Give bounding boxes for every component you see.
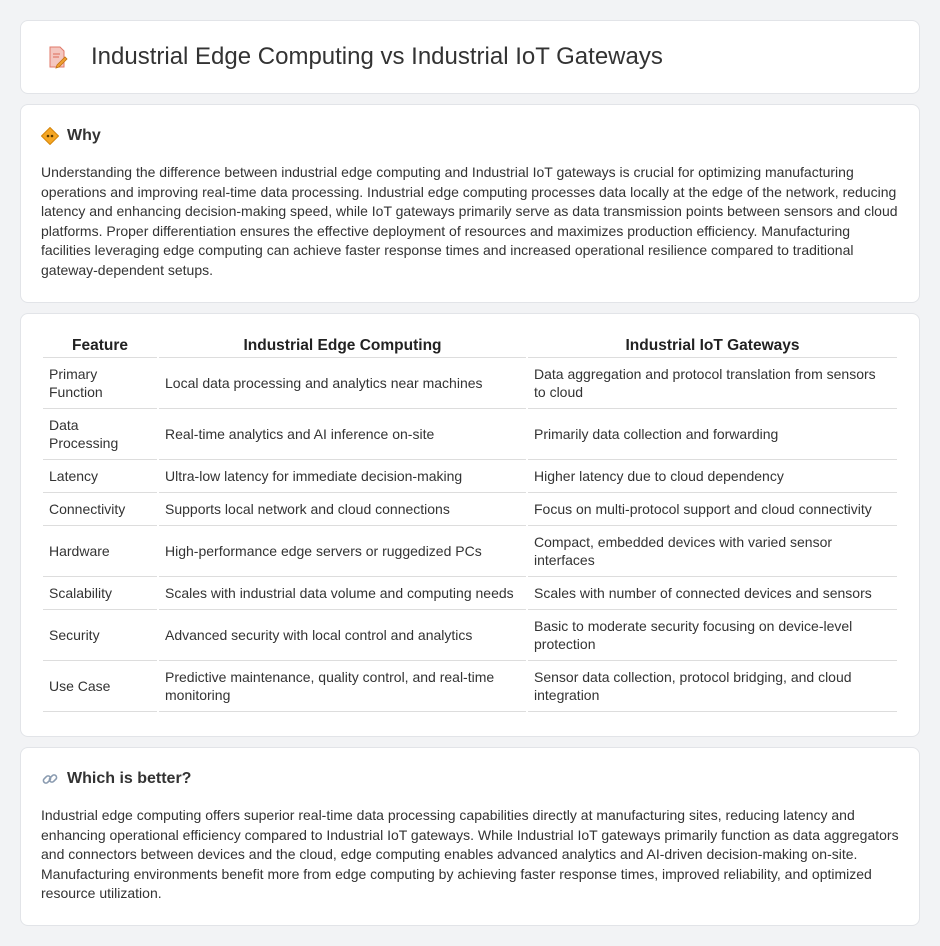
gateway-cell: Scales with number of connected devices and sensors xyxy=(528,577,897,610)
feature-cell: Connectivity xyxy=(43,493,157,526)
feature-cell: Scalability xyxy=(43,577,157,610)
gateway-cell: Basic to moderate security focusing on device-level protection xyxy=(528,610,897,661)
edge-cell: Predictive maintenance, quality control, and real-time monitoring xyxy=(159,661,526,712)
feature-cell: Hardware xyxy=(43,526,157,577)
gateway-cell: Data aggregation and protocol translation from sensors to cloud xyxy=(528,358,897,409)
document-pencil-icon xyxy=(45,45,69,69)
better-title: Which is better? xyxy=(67,770,192,787)
gateway-cell: Focus on multi-protocol support and cloud connectivity xyxy=(528,493,897,526)
feature-cell: Security xyxy=(43,610,157,661)
feature-cell: Primary Function xyxy=(43,358,157,409)
gateway-cell: Compact, embedded devices with varied sensor interfaces xyxy=(528,526,897,577)
better-section xyxy=(20,747,920,926)
feature-cell: Latency xyxy=(43,460,157,493)
table-row xyxy=(43,358,897,409)
table-row xyxy=(43,526,897,577)
edge-cell: Ultra-low latency for immediate decision-making xyxy=(159,460,526,493)
gateway-cell: Primarily data collection and forwarding xyxy=(528,409,897,460)
table-row xyxy=(43,493,897,526)
title-card xyxy=(20,20,920,94)
edge-cell: High-performance edge servers or ruggedized PCs xyxy=(159,526,526,577)
edge-cell: Real-time analytics and AI inference on-site xyxy=(159,409,526,460)
table-row xyxy=(43,661,897,712)
sign-icon xyxy=(41,127,59,145)
edge-cell: Advanced security with local control and analytics xyxy=(159,610,526,661)
why-header xyxy=(41,127,899,145)
header-gateway: Industrial IoT Gateways xyxy=(528,334,897,358)
table-row xyxy=(43,577,897,610)
why-section xyxy=(20,104,920,303)
header-feature: Feature xyxy=(43,334,157,358)
better-header xyxy=(41,770,899,788)
table-row xyxy=(43,610,897,661)
table-row xyxy=(43,460,897,493)
header-edge: Industrial Edge Computing xyxy=(159,334,526,358)
comparison-table xyxy=(41,334,899,712)
table-row xyxy=(43,409,897,460)
feature-cell: Data Processing xyxy=(43,409,157,460)
edge-cell: Scales with industrial data volume and computing needs xyxy=(159,577,526,610)
table-header-row xyxy=(43,334,897,358)
page-title: Industrial Edge Computing vs Industrial IoT Gateways xyxy=(91,43,663,70)
edge-cell: Local data processing and analytics near machines xyxy=(159,358,526,409)
gateway-cell: Higher latency due to cloud dependency xyxy=(528,460,897,493)
link-icon xyxy=(41,770,59,788)
why-title: Why xyxy=(67,127,101,144)
better-text: Industrial edge computing offers superior real-time data processing capabilities directly at manufacturing sites, reducing latency and enhancing operational efficiency compared to Industrial IoT gateways. While Industrial IoT gateways primarily function as data aggregators and connectors between devices and the cloud, edge computing enables advanced analytics and AI-driven decision-making on-site. Manufacturing environments benefit more from edge computing by achieving faster response times, improved reliability, and optimized resource utilization. xyxy=(41,807,899,901)
edge-cell: Supports local network and cloud connections xyxy=(159,493,526,526)
gateway-cell: Sensor data collection, protocol bridging, and cloud integration xyxy=(528,661,897,712)
feature-cell: Use Case xyxy=(43,661,157,712)
comparison-section xyxy=(20,313,920,737)
why-text: Understanding the difference between industrial edge computing and Industrial IoT gateways is crucial for optimizing manufacturing operations and improving real-time data processing. Industrial edge computing processes data locally at the edge of the network, reducing latency and enhancing decision-making speed, while IoT gateways primarily serve as data transmission points between sensors and cloud platforms. Proper differentiation ensures the effective deployment of resources and maximizes production efficiency. Manufacturing facilities leveraging edge computing can achieve faster response times and increased operational resilience compared to traditional gateway-dependent setups. xyxy=(41,164,898,278)
